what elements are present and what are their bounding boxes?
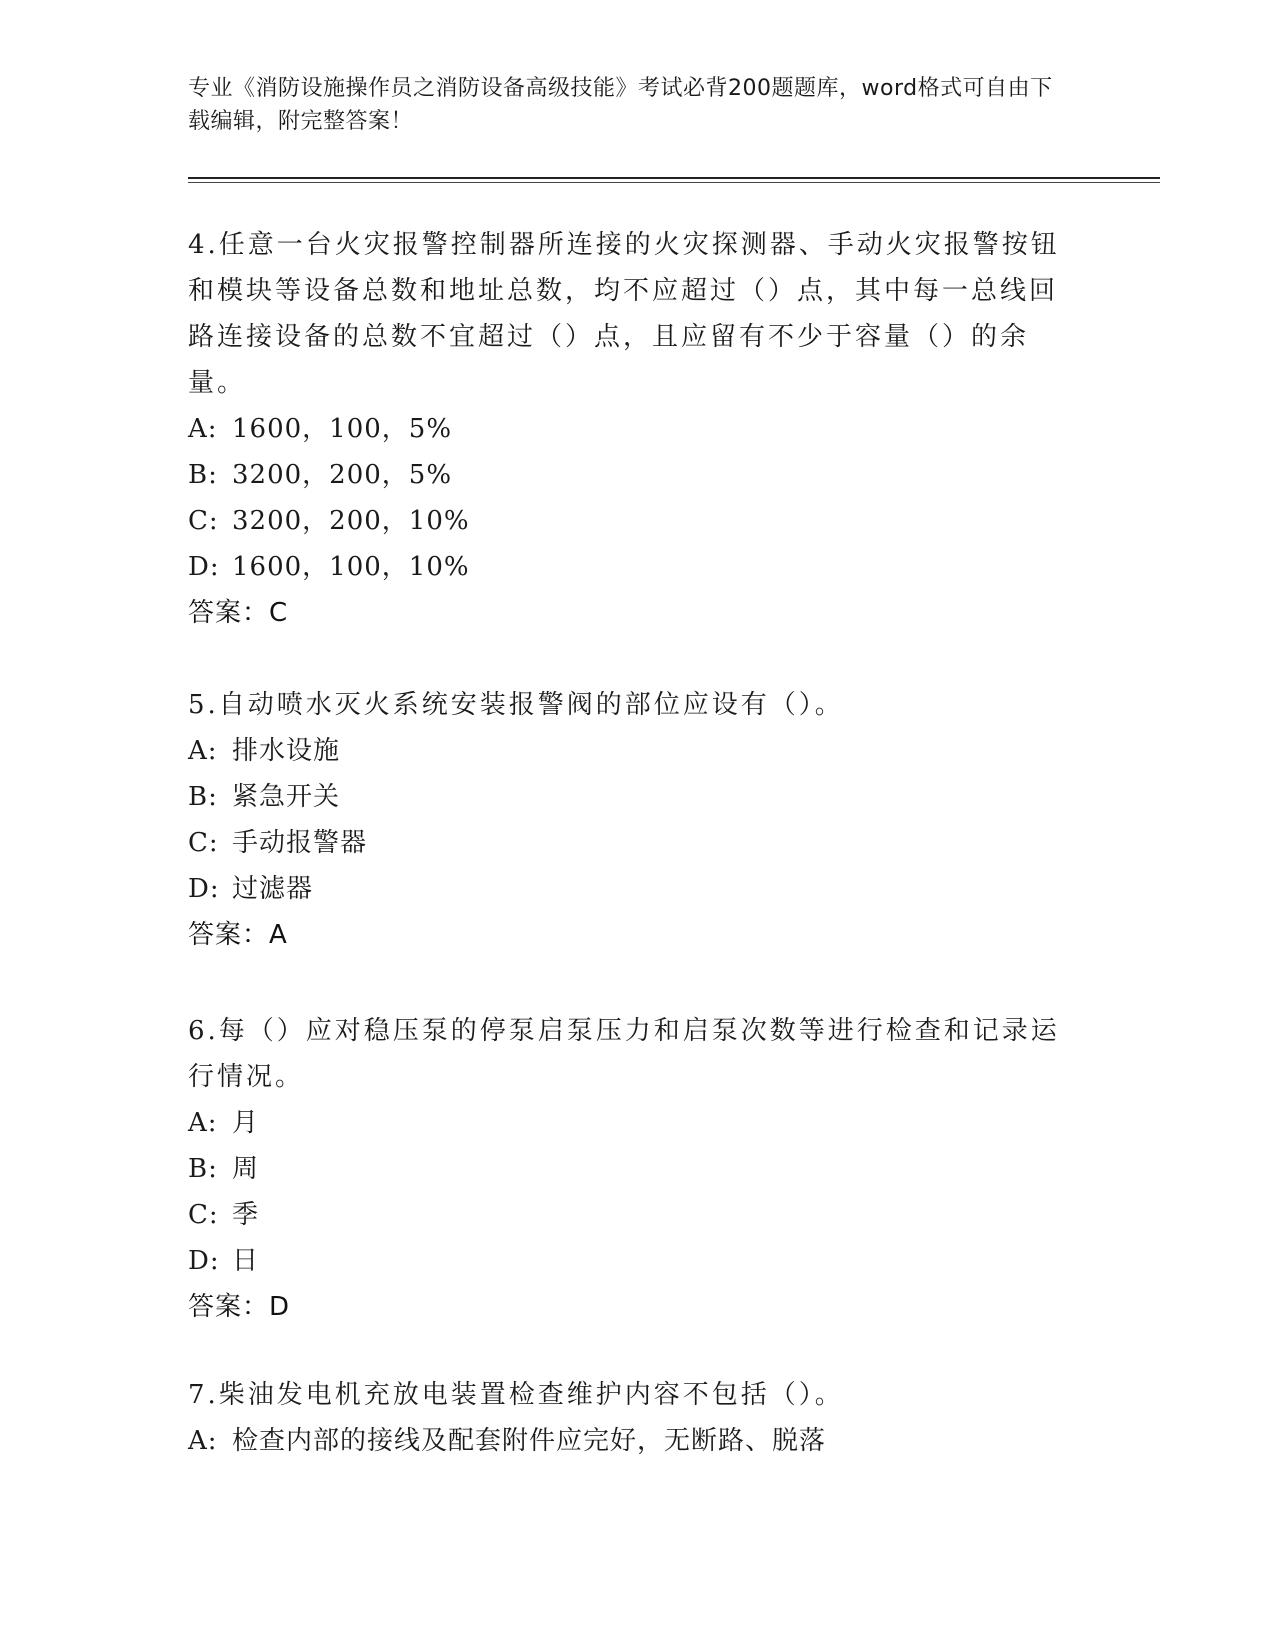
- option-a: [188, 1100, 1068, 1146]
- option-text: 月: [232, 1108, 260, 1138]
- answer: 答案：C: [188, 598, 289, 628]
- option-b: [188, 774, 1068, 820]
- option-label: B:: [188, 1154, 218, 1184]
- option-label: D:: [188, 1246, 220, 1276]
- answer: 答案：D: [188, 1292, 291, 1322]
- option-c: [188, 820, 1068, 866]
- question-4: [188, 222, 1068, 636]
- option-c: [188, 1192, 1068, 1238]
- option-d: [188, 866, 1068, 912]
- option-a: [188, 728, 1068, 774]
- option-a: [188, 1418, 1068, 1464]
- option-b: [188, 1146, 1068, 1192]
- option-text: 3200，200，5%: [232, 460, 453, 490]
- option-label: B:: [188, 782, 218, 812]
- option-label: A:: [188, 1426, 218, 1456]
- option-b: [188, 452, 1068, 498]
- option-text: 检查内部的接线及配套附件应完好，无断路、脱落: [232, 1426, 827, 1456]
- question-stem: 4.任意一台火灾报警控制器所连接的火灾探测器、手动火灾报警按钮和模块等设备总数和地址总数，均不应超过（）点，其中每一总线回路连接设备的总数不宜超过（）点，且应留有不少于容量（）的余量。: [188, 230, 1060, 398]
- option-label: A:: [188, 1108, 218, 1138]
- option-text: 3200，200，10%: [232, 506, 470, 536]
- option-a: [188, 406, 1068, 452]
- option-text: 1600，100，5%: [232, 414, 453, 444]
- option-text: 1600，100，10%: [232, 552, 470, 582]
- option-label: D:: [188, 552, 220, 582]
- option-label: C:: [188, 1200, 219, 1230]
- question-stem: 6.每（）应对稳压泵的停泵启泵压力和启泵次数等进行检查和记录运行情况。: [188, 1016, 1060, 1092]
- option-text: 过滤器: [232, 874, 314, 904]
- option-label: A:: [188, 414, 218, 444]
- header-divider-thin: [188, 182, 1160, 183]
- option-d: [188, 1238, 1068, 1284]
- question-stem: 7.柴油发电机充放电装置检查维护内容不包括（）。: [188, 1380, 844, 1410]
- question-7: [188, 1372, 1068, 1464]
- option-text: 季: [232, 1200, 260, 1230]
- option-text: 手动报警器: [232, 828, 368, 858]
- option-c: [188, 498, 1068, 544]
- option-text: 周: [232, 1154, 260, 1184]
- option-label: C:: [188, 828, 219, 858]
- option-text: 排水设施: [232, 736, 341, 766]
- option-text: 紧急开关: [232, 782, 341, 812]
- answer: 答案：A: [188, 920, 288, 950]
- question-6: [188, 1008, 1068, 1330]
- option-d: [188, 544, 1068, 590]
- option-label: C:: [188, 506, 219, 536]
- document-header: 专业《消防设施操作员之消防设备高级技能》考试必背200题题库，word格式可自由下载编辑，附完整答案！: [188, 76, 1053, 134]
- option-label: B:: [188, 460, 218, 490]
- header-divider-thick: [188, 177, 1160, 179]
- option-label: D:: [188, 874, 220, 904]
- question-5: [188, 682, 1068, 958]
- question-stem: 5.自动喷水灭火系统安装报警阀的部位应设有（）。: [188, 690, 844, 720]
- option-label: A:: [188, 736, 218, 766]
- option-text: 日: [232, 1246, 260, 1276]
